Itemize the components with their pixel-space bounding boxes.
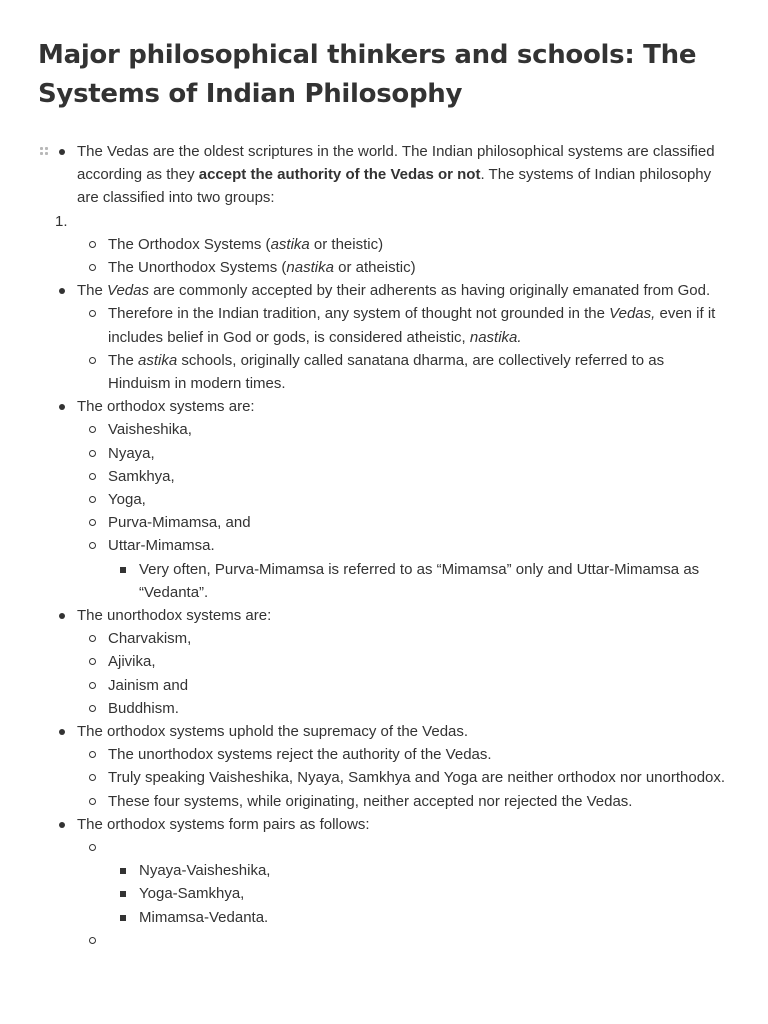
list-item-atheistic: Therefore in the Indian tradition, any system of thought not grounded in the Vedas, even if it includes belief in God or gods, is considered atheistic, nastika. — [77, 302, 728, 348]
list-item: Purva-Mimamsa, and — [77, 511, 728, 534]
list-item-pairs: The orthodox systems form pairs as follows: Nyaya-Vaisheshika, Yoga-Samkhya, Mimamsa-Vedanta. — [0, 813, 768, 952]
list-item: Yoga-Samkhya, — [108, 882, 728, 905]
list-item-astika: The astika schools, originally called sanatana dharma, are collectively referred to as Hinduism in modern times. — [77, 349, 728, 395]
list-item: Yoga, — [77, 488, 728, 511]
number-marker: 1. — [55, 212, 68, 230]
list-item: Truly speaking Vaisheshika, Nyaya, Samkhya and Yoga are neither orthodox nor unorthodox. — [77, 766, 728, 789]
intro-bold-text: accept the authority of the Vedas or not — [198, 166, 481, 184]
pairs-list — [108, 859, 728, 929]
vedas-sublist — [77, 302, 728, 395]
list-item-mimamsa-note: Very often, Purva-Mimamsa is referred to as “Mimamsa” only and Uttar-Mimamsa as “Vedanta”. — [108, 558, 728, 604]
mimamsa-note-list — [108, 558, 728, 604]
list-item: Jainism and — [77, 674, 728, 697]
list-item-unorthodox-systems: The unorthodox systems are: Charvakism, Ajivika, Jainism and Buddhism. — [0, 604, 768, 720]
list-item-orthodox-group: The Orthodox Systems (astika or theistic) — [77, 233, 728, 256]
intro-text-end: . The systems of Indian philosophy are classified into two groups: — [77, 166, 712, 207]
supremacy-sublist — [77, 743, 728, 813]
list-item-pairs-group — [77, 836, 728, 929]
list-item: Ajivika, — [77, 650, 728, 673]
list-item-empty — [77, 929, 728, 952]
intro-text: The Vedas are the oldest scriptures in the world. The Indian philosophical systems are classified according as they — [77, 143, 715, 184]
pairs-outer-list — [77, 836, 728, 952]
list-item: Nyaya, — [77, 442, 728, 465]
list-item: These four systems, while originating, neither accepted nor rejected the Vedas. — [77, 790, 728, 813]
list-item: Vaisheshika, — [77, 418, 728, 441]
list-item-intro — [0, 140, 768, 210]
list-item-unorthodox-group: The Unorthodox Systems (nastika or atheistic) — [77, 256, 728, 279]
list-item: Mimamsa-Vedanta. — [108, 906, 728, 929]
list-item: The unorthodox systems reject the authority of the Vedas. — [77, 743, 728, 766]
list-item-supremacy: The orthodox systems uphold the supremacy of the Vedas. The unorthodox systems reject the authority of the Vedas. Truly speaking Vaisheshika, Nyaya, Samkhya and Yoga are neither orthodox nor unorthodox. These four systems, while originating, neither accepted nor rejected the Vedas. — [0, 720, 768, 813]
unorthodox-systems-list — [77, 627, 728, 720]
main-bullet-list — [0, 140, 768, 952]
list-item-uttar-mimamsa: Uttar-Mimamsa. Very often, Purva-Mimamsa is referred to as “Mimamsa” only and Uttar-Mimamsa as “Vedanta”. — [77, 534, 728, 604]
list-item: Nyaya-Vaisheshika, — [108, 859, 728, 882]
page-title: Major philosophical thinkers and schools: The Systems of Indian Philosophy — [38, 40, 697, 109]
list-item: Buddhism. — [77, 697, 728, 720]
list-item-orthodox-systems: The orthodox systems are: Vaisheshika, Nyaya, Samkhya, Yoga, Purva-Mimamsa, and Uttar-Mimamsa. Very often, Purva-Mimamsa is referred to as “Mimamsa” only and Uttar-Mimamsa as “Vedanta”. — [0, 395, 768, 604]
groups-list — [77, 233, 728, 279]
orthodox-systems-list — [77, 418, 728, 604]
list-item-vedas: The Vedas are commonly accepted by their adherents as having originally emanated from God. Therefore in the Indian tradition, any system of thought not grounded in the Vedas, even if it includes belief in God or gods, is considered atheistic, nastika. The astika schools, originally called sanatana dharma, are collectively referred to as Hinduism in modern times. — [0, 279, 768, 395]
list-item: Samkhya, — [77, 465, 728, 488]
numbered-item — [0, 210, 768, 280]
list-item: Charvakism, — [77, 627, 728, 650]
document-body — [0, 140, 768, 952]
